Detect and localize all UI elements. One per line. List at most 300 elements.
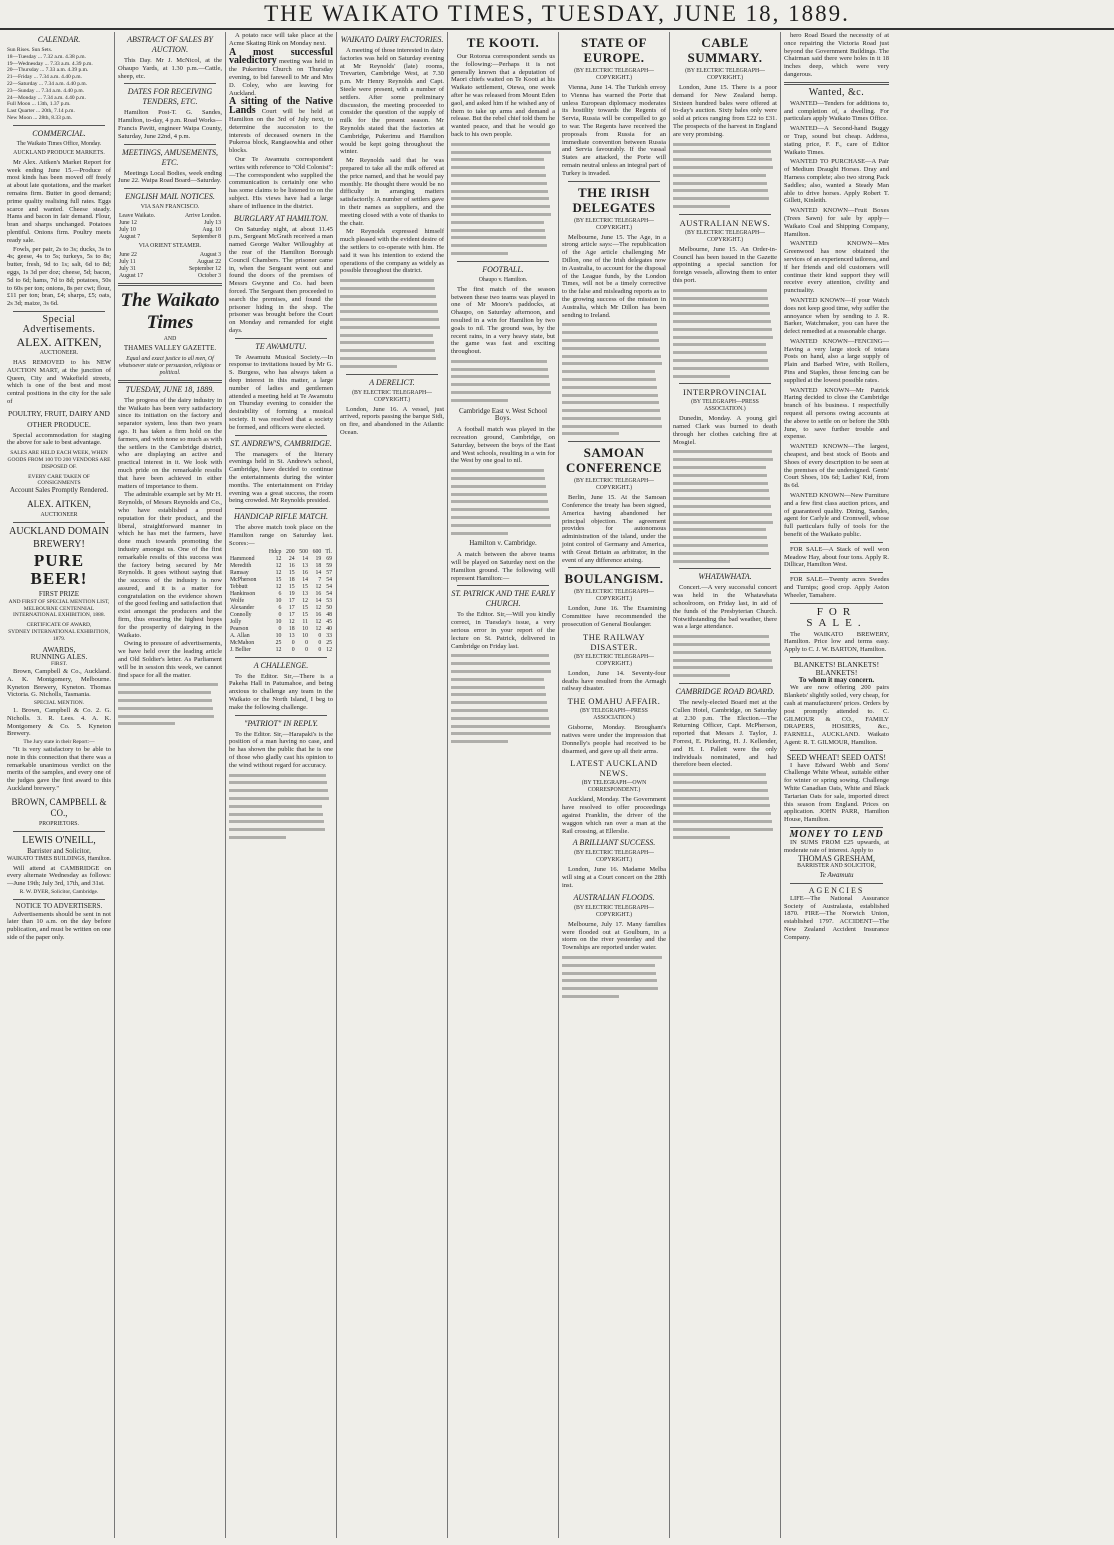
print-line xyxy=(673,318,771,326)
print-line xyxy=(673,310,770,318)
print-line xyxy=(562,376,656,384)
mails-table-2 xyxy=(118,252,222,280)
table-cell: July 10 xyxy=(119,227,136,234)
st-andrews-title: ST. ANDREW'S, CAMBRIDGE. xyxy=(230,438,332,448)
print-line xyxy=(562,353,661,361)
print-line xyxy=(673,503,771,511)
table-cell: 13 xyxy=(288,632,295,639)
text-lines xyxy=(673,448,777,565)
calendar-line: New Moon ... 28th, 8.33 p.m. xyxy=(7,114,73,121)
meetings-title: MEETINGS, AMUSEMENTS, ETC. xyxy=(121,147,219,167)
table-row xyxy=(229,591,333,598)
latest-title: LATEST AUCKLAND NEWS. xyxy=(570,758,658,779)
table-cell: 19 xyxy=(315,555,322,562)
print-line xyxy=(562,392,658,400)
divider xyxy=(124,83,216,84)
divider xyxy=(790,883,883,884)
first-label: FIRST. xyxy=(51,661,67,668)
cambridge-title: Cambridge East v. West School Boys. xyxy=(458,406,548,423)
table-cell: A. Allan xyxy=(230,632,250,639)
print-line xyxy=(673,672,730,680)
hamilton-text: A match between the above teams will be played on Saturday next on the Hamilton ground. The following will represent Hamilton:— xyxy=(451,551,555,582)
text-lines xyxy=(673,771,777,841)
table-cell: 15 xyxy=(302,611,308,618)
irish-sub: (BY ELECTRIC TELEGRAPH—COPYRIGHT.) xyxy=(574,217,654,231)
news-item-lead: A most successful valedictory xyxy=(229,46,333,67)
table-cell: 54 xyxy=(326,576,332,583)
omahu-sub: (BY TELEGRAPH—PRESS ASSOCIATION.) xyxy=(580,708,648,722)
print-line xyxy=(673,787,768,795)
divider xyxy=(679,383,771,384)
samoan-title: SAMOAN CONFERENCE xyxy=(565,445,662,476)
bcc-name: BROWN, CAMPBELL & CO., xyxy=(11,796,107,818)
print-line xyxy=(673,373,730,381)
masthead xyxy=(0,0,1114,30)
aitken-sign: ALEX. AITKEN, xyxy=(27,499,91,510)
omahu-text: Gisborne, Monday. Brougham's natives were under the impression that Donnelly's people had received to be disarmed, and gave up all their arms. xyxy=(562,724,666,755)
aitken-sign-role: AUCTIONEER xyxy=(40,512,78,519)
patriot-title: "PATRIOT" IN REPLY. xyxy=(243,718,319,728)
table-cell: 12 xyxy=(275,569,282,576)
dates-text: Hamilton Post-T. G. Sandes, Hamilton, to-day, 4 p.m. Road Works—Francis Pavitt, engineer Waipa County, Saturday, June 22nd, 4 p.m. xyxy=(118,109,222,140)
table-cell: July 31 xyxy=(119,266,136,273)
table-cell: 12 xyxy=(288,618,295,625)
patrick-title: ST. PATRICK AND THE EARLY CHURCH. xyxy=(451,589,555,609)
irish-title: THE IRISH DELEGATES xyxy=(572,184,656,215)
print-line xyxy=(451,668,551,676)
print-line xyxy=(451,684,545,692)
print-line xyxy=(451,358,547,366)
dairy-text: A meeting of those interested in dairy factories was held on Saturday evening at Mr Reynolds' (late) rooms, Trevarten, Cambridge West, at 7.30 p.m. Mr Henry Reynolds and Capt. Steele were present, with a number of settlers. After some preliminary discussion, the meeting proceeded to consider the question of the supply of milk for the present season. Mr Reynolds stated that the factories at Cambridge, Pukerimu and Hamilton would be kept going throughout the winter. xyxy=(340,47,444,156)
table-cell: 14 xyxy=(302,576,308,583)
for-sale-title: FOR SALE. xyxy=(806,605,867,629)
brilliant-sub: (BY ELECTRIC TELEGRAPH—COPYRIGHT.) xyxy=(574,850,654,864)
column-4 xyxy=(337,32,448,1538)
table-cell: 0 xyxy=(318,632,322,639)
blankets-sub: To whom it may concern. xyxy=(798,675,875,684)
print-line xyxy=(340,285,435,293)
text-lines xyxy=(673,287,777,381)
table-cell: 0 xyxy=(291,639,295,646)
news-item: Our Te Awamutu correspondent writes with reference to "Old Colonist":—The correspondent who supplied the communication is certainly one who has some claims to be listened to on the subject. His views have had a large share of influence in the district. xyxy=(229,155,333,210)
table-cell: 15 xyxy=(288,583,295,590)
print-line xyxy=(673,534,767,542)
handicap-header: Hdcp xyxy=(268,548,282,555)
samoan-text: Berlin, June 15. At the Samoan Conference the treaty has been signed, America having abandoned her principal objection. The agreement provides for autonomous administration of the island, under the joint control of Germany and America, with Great Britain as arbitrator, in the event of any difference arising. xyxy=(562,494,666,564)
print-line xyxy=(673,172,766,180)
table-cell: 12 xyxy=(315,604,322,611)
intercolonial-sub: (BY TELEGRAPH—PRESS ASSOCIATION.) xyxy=(691,399,759,413)
table-cell: 25 xyxy=(326,639,332,646)
table-cell: 0 xyxy=(318,646,322,653)
boulangism-title: BOULANGISM. xyxy=(564,571,664,587)
tekooti-title: TE KOOTI. xyxy=(466,35,540,50)
columns xyxy=(4,32,1110,1538)
column-6 xyxy=(559,32,670,1538)
calendar-line: Sun Rises. Sun Sets. xyxy=(7,47,53,53)
table-cell: 50 xyxy=(326,604,332,611)
special-mention: SPECIAL MENTION. xyxy=(33,700,85,707)
print-line xyxy=(673,487,769,495)
text-lines xyxy=(118,681,222,728)
table-cell: September 12 xyxy=(188,266,221,273)
table-row xyxy=(229,640,333,647)
divider xyxy=(790,657,883,658)
table-row xyxy=(229,556,333,563)
print-line xyxy=(451,530,508,538)
aitken-accom: Special accommodation for staging the above for sale to best advantage. xyxy=(7,431,111,447)
intercolonial-text: Dunedin, Monday. A young girl named Clark was burned to death through her clothes catching fire at Mosgiel. xyxy=(673,415,777,446)
print-line xyxy=(451,707,548,715)
burglary-text: On Saturday night, at about 11.45 p.m., Sergeant McGrath received a man named George Walter Willoughby at the rear of the Hamilton Borough Council Chambers. The prisoner came in, when the Sergeant went out and found the doors of the premises of Messrs Gwynne and Co. had been forced. The Sergeant then proceeded to search the premises, and found the prisoner hiding in the shop. The prisoner was brought before the Court on Monday and remanded for eight days. xyxy=(229,225,333,334)
calendar-line: Full Moon ... 13th, 1.37 p.m. xyxy=(7,101,71,108)
divider xyxy=(346,374,438,375)
notice-text: Advertisements should be sent in not later than 10 a.m. on the day before publication, and must be written on one side of the paper only. xyxy=(7,910,111,941)
divider xyxy=(568,181,660,182)
handicap-header: Tl. xyxy=(325,548,332,555)
print-line xyxy=(673,810,771,818)
text-lines xyxy=(451,652,555,746)
print-line xyxy=(562,970,656,978)
divider xyxy=(235,508,327,509)
print-line xyxy=(673,448,772,456)
calendar-line: 21—Friday ... 7.34 a.m. 4.40 p.m. xyxy=(7,74,82,81)
handicap-title: HANDICAP RIFLE MATCH. xyxy=(234,512,328,522)
calendar-title: CALENDAR. xyxy=(37,35,81,44)
bcc-role: PROPRIETORS. xyxy=(38,820,79,827)
abstract-title: ABSTRACT OF SALES BY AUCTION. xyxy=(127,35,213,54)
table-cell: McPherson xyxy=(230,576,257,583)
print-line xyxy=(673,542,768,550)
table-row xyxy=(118,234,222,241)
floods-sub: (BY ELECTRIC TELEGRAPH—COPYRIGHT.) xyxy=(574,904,654,918)
table-cell: 24 xyxy=(288,555,295,562)
print-line xyxy=(451,172,546,180)
for-sale-ad: FOR SALE—A Stack of well won Meadow Hay, about four tons. Apply R. Dillicar, Hamilton West. xyxy=(784,545,889,569)
table-cell: 16 xyxy=(315,611,322,618)
print-line xyxy=(673,302,769,310)
table-cell: 0 xyxy=(291,646,295,653)
classified-ad: WANTED—A Second-hand Buggy or Trap, sound but cheap. Address, stating price, F. F., care of Editor Waikato Times. xyxy=(784,125,889,156)
table-cell: 15 xyxy=(288,569,295,576)
print-line xyxy=(562,407,660,415)
column-1 xyxy=(4,32,115,1538)
print-line xyxy=(562,962,655,970)
column-8 xyxy=(781,32,892,1538)
cambroad-text: The newly-elected Board met at the Cullen Hotel, Cambridge, on Saturday at 2.30 p.m. The Election.—The Returning Officer, Capt. McPherson, reported that Messrs J. Taylor, J. Forrest, E. Pickering, H. J. Kellender, and H. I. Pallett were the only individuals nominated, and had therefore been elected. xyxy=(673,699,777,769)
print-line xyxy=(673,156,772,164)
print-line xyxy=(229,826,325,834)
divider xyxy=(235,715,327,716)
classified-ad: WANTED KNOWN—If your Watch does not keep good time, why suffer the annoyance when by sending to J. R. Barker, Watchmaker, you can have the defect remedied at a reasonable charge. xyxy=(784,296,889,336)
australian-title: AUSTRALIAN NEWS. xyxy=(679,217,771,228)
print-line xyxy=(673,633,769,641)
brewery-sale-text: The WAIKATO BREWERY, Hamilton. Price low and terms easy. Apply to C. J. W. BARTON, Hamilton. xyxy=(784,630,889,654)
brilliant-text: London, June 16. Madame Melba will sing at a Court concert on the 28th inst. xyxy=(562,866,666,889)
calendar-line: 19—Wednesday ... 7.33 a.m. 4.39 p.m. xyxy=(7,60,93,67)
table-cell: 48 xyxy=(326,611,332,618)
print-line xyxy=(451,475,545,483)
print-line xyxy=(118,681,218,689)
print-line xyxy=(562,321,657,329)
table-cell: August 17 xyxy=(119,273,143,280)
table-cell: 6 xyxy=(278,590,282,597)
news-item-lead: A sitting of the Native Lands xyxy=(229,96,333,117)
table-cell: 45 xyxy=(326,618,332,625)
print-line xyxy=(229,811,323,819)
table-cell: Tebbutt xyxy=(230,583,248,590)
column-5 xyxy=(448,32,559,1538)
table-cell: 16 xyxy=(315,590,322,597)
intercolonial-title: INTERPROVINCIAL xyxy=(683,387,767,398)
print-line xyxy=(562,368,655,376)
football-title: FOOTBALL. xyxy=(482,264,524,274)
mails-sub: VIA SAN FRANCISCO. xyxy=(140,204,200,211)
print-line xyxy=(673,558,730,566)
print-line xyxy=(451,699,547,707)
classified-ad: WANTED KNOWN—New Furniture and a few first class auction prices, and of guaranteed quality. Dining, Sandes, agent for Carlyle and Cromwell, whose full particulars fully of tools for the benefit of the Waikato public. xyxy=(784,492,889,539)
paper-name: The Waikato Times xyxy=(120,290,220,334)
print-line xyxy=(451,141,550,149)
print-line xyxy=(340,308,438,316)
print-line xyxy=(340,355,436,363)
special-ads-title: Special Advertisements. xyxy=(22,313,96,335)
print-line xyxy=(562,423,662,431)
print-line xyxy=(673,519,773,527)
jury-note: The Jury state in their Report:— xyxy=(23,739,95,746)
news-item xyxy=(229,46,333,98)
print-line xyxy=(673,295,768,303)
classified-ad: WANTED TO PURCHASE—A Pair of Medium Draught Horses. Dray and Harness complete; also two strong Pack Saddles; also, wanted a Steady Man able to drive horses. Apply Robert T. Gillett, Kinleith. xyxy=(784,158,889,205)
football-text: The first match of the season between these two teams was played in one of Mr Moore's paddocks, at Ohaupo, on Saturday afternoon, and resulted in a win for Hamilton by two goals to nil. The ground was, by the recent rains, in a very heavy state, but the game was fast and exciting throughout. xyxy=(451,285,555,356)
print-line xyxy=(673,818,772,826)
table-cell: 54 xyxy=(326,590,332,597)
table-cell: 12 xyxy=(275,562,282,569)
meetings-text: Meetings Local Bodies, week ending June 22. Waipa Road Board—Saturday. xyxy=(118,169,222,185)
commercial-text: Mr Alex. Aitken's Market Report for week ending June 15.—Produce of most kinds has been moved off freely at about late quotations, and the market remains firm. Butter in good demand; prime quality realising full rates. Eggs scarce and wanted. Cheese steady. Hams and bacon in fair demand. Flour, bran and sharps unchanged. Potatoes plentiful. Onions firm. Poultry meets ready sale. xyxy=(7,158,111,244)
print-line xyxy=(118,713,214,721)
print-line xyxy=(673,802,770,810)
latest-text: Auckland, Monday. The Government have resolved to offer proceedings against Franklin, the driver of the waggon which ran over a man at the Rail crossing, at Ellerslie. xyxy=(562,796,666,835)
print-line xyxy=(673,203,730,211)
text-lines xyxy=(229,772,333,842)
table-cell: 7 xyxy=(318,576,322,583)
divider xyxy=(13,125,105,126)
print-line xyxy=(673,195,769,203)
news-item-body: Court will be held at Hamilton on the 3rd of July next, to determine the succession to the interests of deceased owners in the Pukeroa block, Rangiaowhia and other blocks. xyxy=(229,108,334,155)
print-line xyxy=(229,795,329,803)
challenge-text: To the Editor. Sir,—There is a Pakeha Hall in Patumahoe, and being anxious to challenge any team in the Waikato or the North Island, I beg to make the following challenge. xyxy=(229,672,333,711)
editorial-paragraph: The progress of the dairy industry in the Waikato has been very satisfactory since its initiation on the factory and separator system, less than two years ago. It has taken a firm hold on the farmers, and with none so much as with the settlers in the Cambridge district, who are displaying an active and practical interest in it. We look with much pride on the remarkable results that have been achieved in either matters of importance to them. xyxy=(118,396,222,490)
print-line xyxy=(673,649,771,657)
print-line xyxy=(562,430,619,438)
table-cell: 12 xyxy=(275,583,282,590)
print-line xyxy=(451,366,548,374)
table-cell: Ramsay xyxy=(230,569,249,576)
agencies-title: AGENCIES xyxy=(808,885,865,895)
gresham-place: Te Awamutu xyxy=(819,871,854,880)
table-row xyxy=(229,570,333,577)
divider xyxy=(457,585,549,586)
table-cell: 54 xyxy=(326,583,332,590)
whatawhata-text: Concert.—A very successful concert was held in the Whatawhata schoolroom, on Friday last, in aid of the funds of the Presbyterian Church. Notwithstanding the bad weather, there was a large attendance. xyxy=(673,584,777,631)
divider xyxy=(118,283,222,286)
divider xyxy=(13,522,105,523)
table-cell: 0 xyxy=(305,646,308,653)
paper-sub: THAMES VALLEY GAZETTE. xyxy=(123,344,217,353)
mails-header: Leave Waikato. xyxy=(119,213,156,220)
print-line xyxy=(562,954,662,962)
divider xyxy=(790,542,883,543)
table-cell: Wolfe xyxy=(230,597,245,604)
print-line xyxy=(562,977,657,985)
table-cell: 11 xyxy=(302,618,308,625)
table-row xyxy=(229,577,333,584)
mention-text: 1. Brown, Campbell & Co. 2. G. Nicholls. 3. R. Lees. 4. A. K. Montgomery & Co. 5. Kyneton Brewery. xyxy=(7,707,111,738)
calendar-line: 22—Saturday ... 7.34 a.m. 4.40 p.m. xyxy=(7,80,88,87)
table-cell: September 8 xyxy=(191,234,221,241)
dateline: TUESDAY, JUNE 18, 1889. xyxy=(125,384,215,394)
print-line xyxy=(673,164,773,172)
prize-1: FIRST PRIZE xyxy=(38,590,80,599)
football-sub: Ohaupo v. Hamilton. xyxy=(478,276,528,283)
continued-text: hero Road Board the necessity of at once repairing the Victoria Road just beyond the Government Buildings. The Chairman said there were holes in it 18 inches deep, which were very dangerous. xyxy=(784,32,889,78)
jury-text: "It is very satisfactory to be able to note in this connection that there was a remarkable unanimous verdict on the merits of the samples, and every one of the judges gave the first award to this Auckland brewery." xyxy=(7,746,111,792)
print-line xyxy=(673,456,773,464)
print-line xyxy=(673,641,770,649)
print-line xyxy=(562,415,661,423)
print-line xyxy=(451,652,549,660)
europe-title: STATE OF EUROPE. xyxy=(580,35,647,65)
print-line xyxy=(451,397,508,405)
table-cell: 14 xyxy=(315,569,322,576)
dyer: R. W. DYER, Solicitor, Cambridge. xyxy=(19,888,99,895)
print-line xyxy=(118,689,211,697)
print-line xyxy=(673,657,772,665)
print-line xyxy=(562,337,659,345)
editorial-paragraph: The admirable example set by Mr H. Reynolds, of Messrs Reynolds and Co., who have established a proud reputation for their product, and the liberal, straightforward manner in which he has met the farmers, have done much towards promoting the industry amongst us. One of the first remarkable results of this success was the factory being secured by Mr Reynolds. It goes without saying that the success of the industry is now assured, and it is a matter for congratulation on the evidence shown of the good feeling and satisfaction that exist amongst the producers and the firm, thus ensuring the highest hopes for the prosperity of dairying in the Waikato. xyxy=(118,491,222,639)
print-line xyxy=(451,676,544,684)
table-cell: Connolly xyxy=(230,611,252,618)
handicap-header-row xyxy=(229,549,333,556)
europe-sub: (BY ELECTRIC TELEGRAPH—COPYRIGHT.) xyxy=(574,68,654,81)
gresham-name: THOMAS GRESHAM, xyxy=(798,854,875,864)
handicap-table xyxy=(229,549,333,654)
latest-sub: (BY TELEGRAPH—OWN CORRESPONDENT.) xyxy=(581,780,647,794)
print-line xyxy=(673,326,772,334)
omahu-title: THE OMAHU AFFAIR. xyxy=(567,696,661,707)
cert-2: SYDNEY INTERNATIONAL EXHIBITION, 1879. xyxy=(8,629,110,642)
derelict-text: London, June 16. A vessel, just arrived, reports passing the barque Sidi, on fire, and abandoned in the Atlantic Ocean. xyxy=(340,405,444,437)
te-awamutu-text: Te Awamutu Musical Society.—In response to invitations issued by Mr G. S. Burgess, who has always taken a deep interest in this matter, a large number of ladies and gentlemen attended a meeting held at Te Awamutu on Thursday evening to consider the desirability of forming a musical society. It was resolved that a society be formed, and officers were elected. xyxy=(229,353,333,431)
masthead-left xyxy=(252,1,264,26)
print-line xyxy=(673,141,770,149)
table-cell: July 11 xyxy=(119,259,136,266)
table-cell: 12 xyxy=(275,646,282,653)
text-lines xyxy=(451,141,555,258)
samoan-sub: (BY ELECTRIC TELEGRAPH—COPYRIGHT.) xyxy=(574,478,654,492)
classified-ad: WANTED KNOWN—FENCING—Having a very large stock of totara Posts on hand, also a large supply of Plain and Barbed Wire, with Rollers, Pins and Staples, those fencing can be supplied at the lowest possible rates. xyxy=(784,337,889,384)
table-cell: Jolly xyxy=(230,618,242,625)
print-line xyxy=(673,349,767,357)
floods-title: AUSTRALIAN FLOODS. xyxy=(573,892,655,902)
print-line xyxy=(562,993,619,1001)
print-line xyxy=(451,149,551,157)
print-line xyxy=(451,188,548,196)
every-care: EVERY CARE TAKEN OF CONSIGNMENTS xyxy=(28,473,90,487)
table-row xyxy=(118,252,222,259)
print-line xyxy=(673,187,768,195)
print-line xyxy=(451,514,550,522)
notice-title: NOTICE TO ADVERTISERS. xyxy=(15,901,103,910)
text-lines xyxy=(451,467,555,537)
print-line xyxy=(673,287,767,295)
classified-ad: WANTED KNOWN—Mrs Greenwood has now obtained the services of an experienced tailoress, and if her friends and old customers will continue their kind support they will receive every attention, civility and punctuality. xyxy=(784,240,889,295)
classified-ad: WANTED KNOWN—The largest, cheapest, and best stock of Boots and Shoes of every description to be seen at the premises of the undersigned. Gents' Court Shoes, 10s 6d; Ladies' Kid, from 8s 6d. xyxy=(784,443,889,490)
tekooti-text: Our Rotorua correspondent sends us the following:—Perhaps it is not generally known that a deputation of Maori chiefs waited on Te Kooti at his Waikato settlement, Otewa, one week after he was released from Mount Eden gaol, and asked him if he wished any of them to take up arms and demand a release. But the rebel chief told them he wanted peace, and that he would go back to his own people. xyxy=(451,53,555,138)
table-row xyxy=(118,227,222,234)
print-line xyxy=(340,347,435,355)
print-line xyxy=(451,483,546,491)
blankets-title: BLANKETS! BLANKETS! BLANKETS! xyxy=(793,659,880,677)
whatawhata-title: WHATAWHATA. xyxy=(698,572,752,582)
mails-header-row xyxy=(118,213,222,220)
table-cell: August 7 xyxy=(119,234,141,241)
table-cell: 40 xyxy=(326,625,332,632)
abstract-text: This Day. Mr J. McNicol, at the Ohaupo Yards, at 1.30 p.m.—Cattle, sheep, etc. xyxy=(118,57,222,80)
cert-1: CERTIFICATE OF AWARD, xyxy=(26,622,92,629)
table-cell: 10 xyxy=(302,625,308,632)
australian-sub: (BY ELECTRIC TELEGRAPH—COPYRIGHT.) xyxy=(685,229,765,243)
print-line xyxy=(673,341,766,349)
text-lines xyxy=(562,954,666,1001)
print-line xyxy=(451,381,550,389)
table-row xyxy=(229,619,333,626)
table-cell: June 12 xyxy=(119,220,137,227)
print-line xyxy=(451,234,546,242)
commercial-sub: The Waikato Times Office, Monday. xyxy=(16,140,102,147)
divider xyxy=(790,603,883,604)
print-line xyxy=(229,772,326,780)
print-line xyxy=(118,697,212,705)
print-line xyxy=(673,334,773,342)
print-line xyxy=(673,495,770,503)
divider xyxy=(568,441,660,442)
derelict-sub: (BY ELECTRIC TELEGRAPH—COPYRIGHT.) xyxy=(352,389,432,403)
commercial-heading: AUCKLAND PRODUCE MARKETS. xyxy=(13,149,105,156)
table-row xyxy=(118,259,222,266)
table-cell: Alexander xyxy=(230,604,255,611)
print-line xyxy=(340,363,397,371)
divider xyxy=(235,338,327,339)
print-line xyxy=(451,203,550,211)
mails-sub2: VIA ORIENT STEAMER. xyxy=(138,243,202,250)
print-line xyxy=(229,803,322,811)
table-cell: 12 xyxy=(315,625,322,632)
calendar-line: 24—Monday ... 7.34 a.m. 4.40 p.m. xyxy=(7,94,86,101)
print-line xyxy=(673,771,766,779)
table-cell: October 3 xyxy=(197,273,221,280)
oneill-addr: WAIKATO TIMES BUILDINGS, Hamilton. xyxy=(7,855,111,862)
divider xyxy=(568,567,660,568)
winners-text: Brown, Campbell & Co., Auckland. A. K. Montgomery, Melbourne. Kyneton Brewery, Kyneton. Thomas Victoria. G. Nicholls, Tasmania. xyxy=(7,668,111,699)
text-lines xyxy=(562,321,666,438)
masthead-right xyxy=(850,1,862,26)
column-3 xyxy=(226,32,337,1538)
cambroad-title: CAMBRIDGE ROAD BOARD. xyxy=(675,687,775,696)
railway-text: London, June 14. Seventy-four deaths have resulted from the Armagh railway disaster. xyxy=(562,669,666,693)
divider xyxy=(235,435,327,436)
